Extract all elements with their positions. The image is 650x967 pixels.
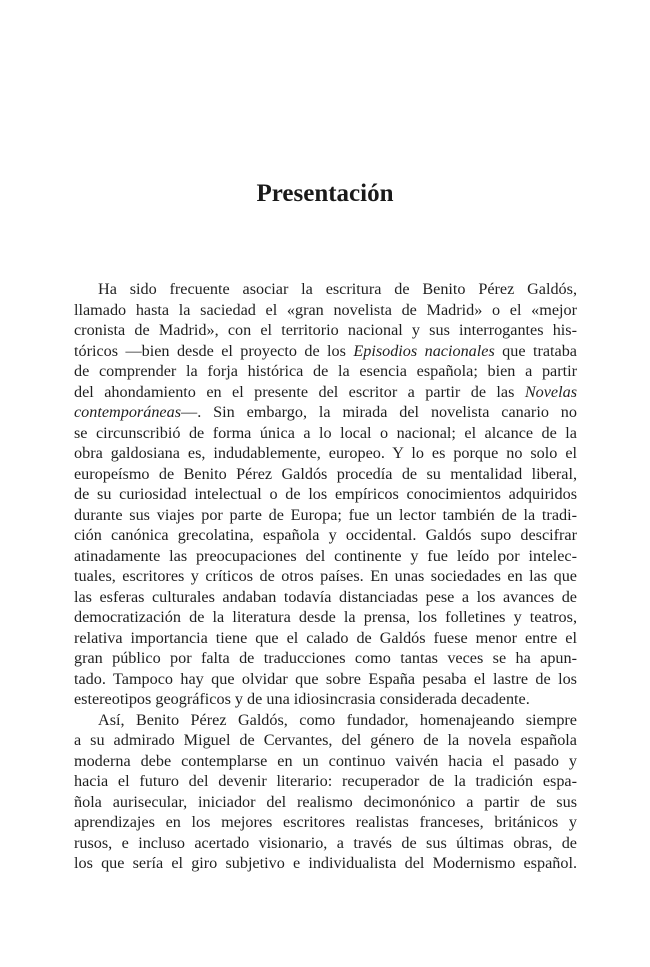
text-line: hacia el futuro del devenir literario: recuperador de la tradición espa- xyxy=(74,772,577,790)
italic-title-novelas: Novelas xyxy=(524,382,577,401)
page-title: Presentación xyxy=(256,180,394,207)
paragraph-2 xyxy=(74,710,577,874)
italic-title-episodios: Episodios nacionales xyxy=(353,341,495,360)
text-line: moderna debe contemplarse en un continuo vaivén hacia el pasado y xyxy=(74,751,577,770)
text-line: obra galdosiana es, indudablemente, europeo. Y lo es porque no solo el xyxy=(74,444,577,462)
text-line: llamado hasta la saciedad el «gran novelista de Madrid» o el «mejor xyxy=(74,300,577,319)
text-line: ción canónica grecolatina, española y occidental. Galdós supo descifrar xyxy=(74,526,577,544)
text-line: contemporáneas—. Sin embargo, la mirada del novelista canario no xyxy=(74,403,577,421)
text-line: durante sus viajes por parte de Europa; fue un lector también de la tradi- xyxy=(74,505,577,524)
text-line: cronista de Madrid», con el territorio nacional y sus interrogantes his- xyxy=(74,321,577,339)
text-line: a su admirado Miguel de Cervantes, del género de la novela española xyxy=(74,731,577,749)
text-line: los que sería el giro subjetivo e individualista del Modernismo español. xyxy=(74,854,577,872)
paragraph-1 xyxy=(74,279,577,710)
text-line: tado. Tampoco hay que olvidar que sobre España pesaba el lastre de los xyxy=(74,669,577,688)
text-line: de comprender la forja histórica de la esencia española; bien a partir xyxy=(74,362,577,380)
text-line: gran público por falta de traducciones como tantas veces se ha apun- xyxy=(74,649,577,667)
text-line: rusos, e incluso acertado visionario, a través de sus últimas obras, de xyxy=(74,833,577,852)
text-line: democratización de la literatura desde la prensa, los folletines y teatros, xyxy=(74,608,577,626)
text-line: las esferas culturales andaban todavía distanciadas pese a los avances de xyxy=(74,587,577,606)
body-text xyxy=(74,279,577,874)
text-line: se circunscribió de forma única a lo local o nacional; el alcance de la xyxy=(74,423,577,442)
text-line: Así, Benito Pérez Galdós, como fundador, homenajeando siempre xyxy=(98,710,577,729)
text-line: de su curiosidad intelectual o de los empíricos conocimientos adquiridos xyxy=(74,485,577,503)
text-line: relativa importancia tiene que el calado de Galdós fuese menor entre el xyxy=(74,628,577,647)
text-line: europeísmo de Benito Pérez Galdós procedía de su mentalidad liberal, xyxy=(74,464,577,483)
text-line: tuales, escritores y críticos de otros países. En unas sociedades en las que xyxy=(74,567,577,585)
text-line: del ahondamiento en el presente del escritor a partir de las Novelas xyxy=(74,382,577,401)
text-line: Ha sido frecuente asociar la escritura de Benito Pérez Galdós, xyxy=(98,280,577,298)
text-line: aprendizajes en los mejores escritores realistas franceses, británicos y xyxy=(74,813,577,831)
text-line: atinadamente las preocupaciones del continente y fue leído por intelec- xyxy=(74,546,577,565)
text-line: tóricos —bien desde el proyecto de los Episodios nacionales que trataba xyxy=(74,341,577,360)
italic-title-contemporaneas: contemporáneas xyxy=(74,403,181,421)
text-line: estereotipos geográficos y de una idiosincrasia considerada decadente. xyxy=(74,690,530,708)
text-line: ñola aurisecular, iniciador del realismo decimonónico a partir de sus xyxy=(74,792,577,811)
